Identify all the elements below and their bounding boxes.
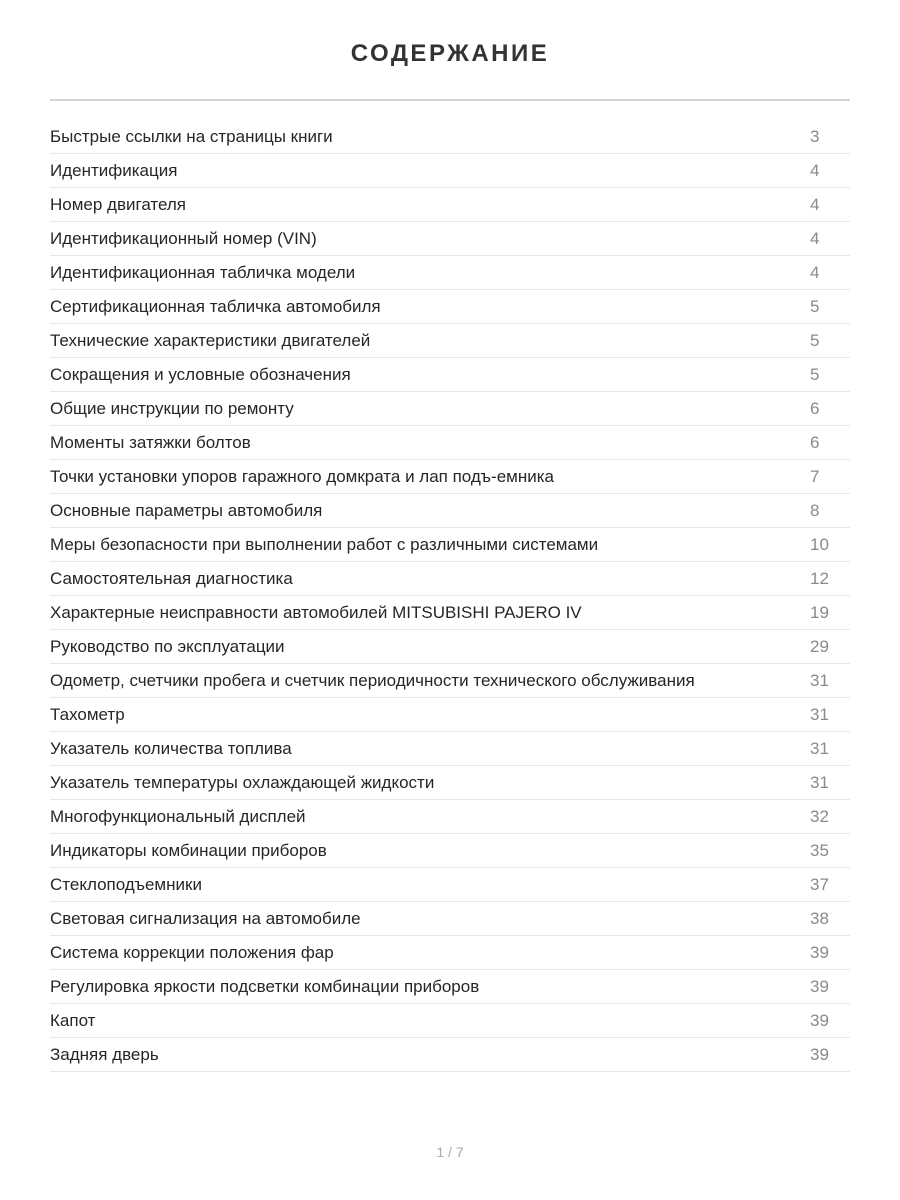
toc-entry-page-number: 39	[810, 976, 829, 996]
toc-entry[interactable]	[50, 1004, 850, 1038]
toc-entry-title[interactable]: Капот	[50, 1010, 96, 1030]
toc-entry-title[interactable]: Основные параметры автомобиля	[50, 500, 323, 520]
toc-entry-title[interactable]: Идентификационный номер (VIN)	[50, 228, 317, 248]
toc-entry-page-number: 39	[810, 942, 829, 962]
toc-entry-title[interactable]: Сертификационная табличка автомобиля	[50, 296, 381, 316]
toc-entry[interactable]	[50, 494, 850, 528]
toc-entry-title[interactable]: Одометр, счетчики пробега и счетчик периодичности технического обслуживания	[50, 670, 695, 690]
toc-entry[interactable]	[50, 766, 850, 800]
toc-entry-title[interactable]: Указатель количества топлива	[50, 738, 292, 758]
toc-entry-page-number: 31	[810, 772, 829, 792]
toc-entry[interactable]	[50, 358, 850, 392]
toc-entry[interactable]	[50, 800, 850, 834]
toc-entry-page-number: 39	[810, 1044, 829, 1064]
toc-entry-title[interactable]: Идентификация	[50, 160, 178, 180]
toc-entry[interactable]	[50, 562, 850, 596]
toc-entry-page-number: 29	[810, 636, 829, 656]
toc-entry-title[interactable]: Задняя дверь	[50, 1044, 159, 1064]
toc-entry-title[interactable]: Указатель температуры охлаждающей жидкости	[50, 772, 435, 792]
toc-entry-page-number: 38	[810, 908, 829, 928]
toc-entry[interactable]	[50, 1038, 850, 1072]
toc-entry-page-number: 6	[810, 432, 820, 452]
toc-entry-page-number: 6	[810, 398, 820, 418]
title-divider	[50, 99, 850, 101]
toc-entry-title[interactable]: Меры безопасности при выполнении работ с различными системами	[50, 534, 599, 554]
toc-entry-title[interactable]: Самостоятельная диагностика	[50, 568, 293, 588]
toc-entry-title[interactable]: Номер двигателя	[50, 194, 187, 214]
toc-entry[interactable]	[50, 902, 850, 936]
toc-entry[interactable]	[50, 426, 850, 460]
toc-entry[interactable]	[50, 256, 850, 290]
toc-entry-page-number: 39	[810, 1010, 829, 1030]
toc-entry-page-number: 31	[810, 670, 829, 690]
toc-entry[interactable]	[50, 630, 850, 664]
toc-entry[interactable]	[50, 324, 850, 358]
toc-entry-page-number: 5	[810, 364, 820, 384]
toc-entry-page-number: 4	[810, 160, 820, 180]
toc-entry-title[interactable]: Характерные неисправности автомобилей MITSUBISHI PAJERO IV	[50, 602, 582, 622]
toc-entry[interactable]	[50, 936, 850, 970]
toc-entry-page-number: 7	[810, 466, 820, 486]
toc-entry[interactable]	[50, 120, 850, 154]
toc-entry-title[interactable]: Общие инструкции по ремонту	[50, 398, 294, 418]
toc-entry[interactable]	[50, 868, 850, 902]
toc-entry[interactable]	[50, 834, 850, 868]
toc-entry-title[interactable]: Стеклоподъемники	[50, 874, 202, 894]
toc-entry-page-number: 37	[810, 874, 829, 894]
page-title: СОДЕРЖАНИЕ	[350, 40, 550, 67]
toc-entry-title[interactable]: Идентификационная табличка модели	[50, 262, 356, 282]
toc-entry-page-number: 31	[810, 738, 829, 758]
toc-entry[interactable]	[50, 970, 850, 1004]
toc-entry-page-number: 12	[810, 568, 829, 588]
toc-entry[interactable]	[50, 596, 850, 630]
toc-entry-page-number: 3	[810, 126, 820, 146]
toc-entry-title[interactable]: Световая сигнализация на автомобиле	[50, 908, 361, 928]
toc-entry[interactable]	[50, 392, 850, 426]
toc-entry-page-number: 8	[810, 500, 820, 520]
toc-entry-title[interactable]: Технические характеристики двигателей	[50, 330, 371, 350]
toc-entry[interactable]	[50, 290, 850, 324]
toc-entry-title[interactable]: Регулировка яркости подсветки комбинации приборов	[50, 976, 480, 996]
toc-entry-page-number: 5	[810, 296, 820, 316]
toc-entry-page-number: 19	[810, 602, 829, 622]
toc-entry-title[interactable]: Быстрые ссылки на страницы книги	[50, 126, 333, 146]
toc-entry-title[interactable]: Моменты затяжки болтов	[50, 432, 251, 452]
toc-entry[interactable]	[50, 698, 850, 732]
toc-entry-title[interactable]: Точки установки упоров гаражного домкрата и лап подъ-емника	[50, 466, 555, 486]
toc-entry-title[interactable]: Руководство по эксплуатации	[50, 636, 285, 656]
toc-entry-page-number: 4	[810, 194, 820, 214]
toc-entry[interactable]	[50, 222, 850, 256]
toc-entry-page-number: 35	[810, 840, 829, 860]
toc-entry-title[interactable]: Многофункциональный дисплей	[50, 806, 306, 826]
toc-entry-page-number: 10	[810, 534, 829, 554]
toc-entry-page-number: 5	[810, 330, 820, 350]
toc-entry[interactable]	[50, 664, 850, 698]
toc-entry-title[interactable]: Тахометр	[50, 704, 125, 724]
toc-entry-page-number: 31	[810, 704, 829, 724]
table-of-contents	[50, 120, 850, 1072]
toc-entry[interactable]	[50, 528, 850, 562]
toc-entry-page-number: 32	[810, 806, 829, 826]
toc-entry-page-number: 4	[810, 262, 820, 282]
toc-entry[interactable]	[50, 154, 850, 188]
toc-entry-title[interactable]: Сокращения и условные обозначения	[50, 364, 351, 384]
page-indicator: 1 / 7	[436, 1144, 464, 1160]
toc-entry-title[interactable]: Индикаторы комбинации приборов	[50, 840, 327, 860]
toc-entry-page-number: 4	[810, 228, 820, 248]
toc-entry[interactable]	[50, 732, 850, 766]
toc-entry[interactable]	[50, 460, 850, 494]
toc-entry[interactable]	[50, 188, 850, 222]
toc-entry-title[interactable]: Система коррекции положения фар	[50, 942, 334, 962]
